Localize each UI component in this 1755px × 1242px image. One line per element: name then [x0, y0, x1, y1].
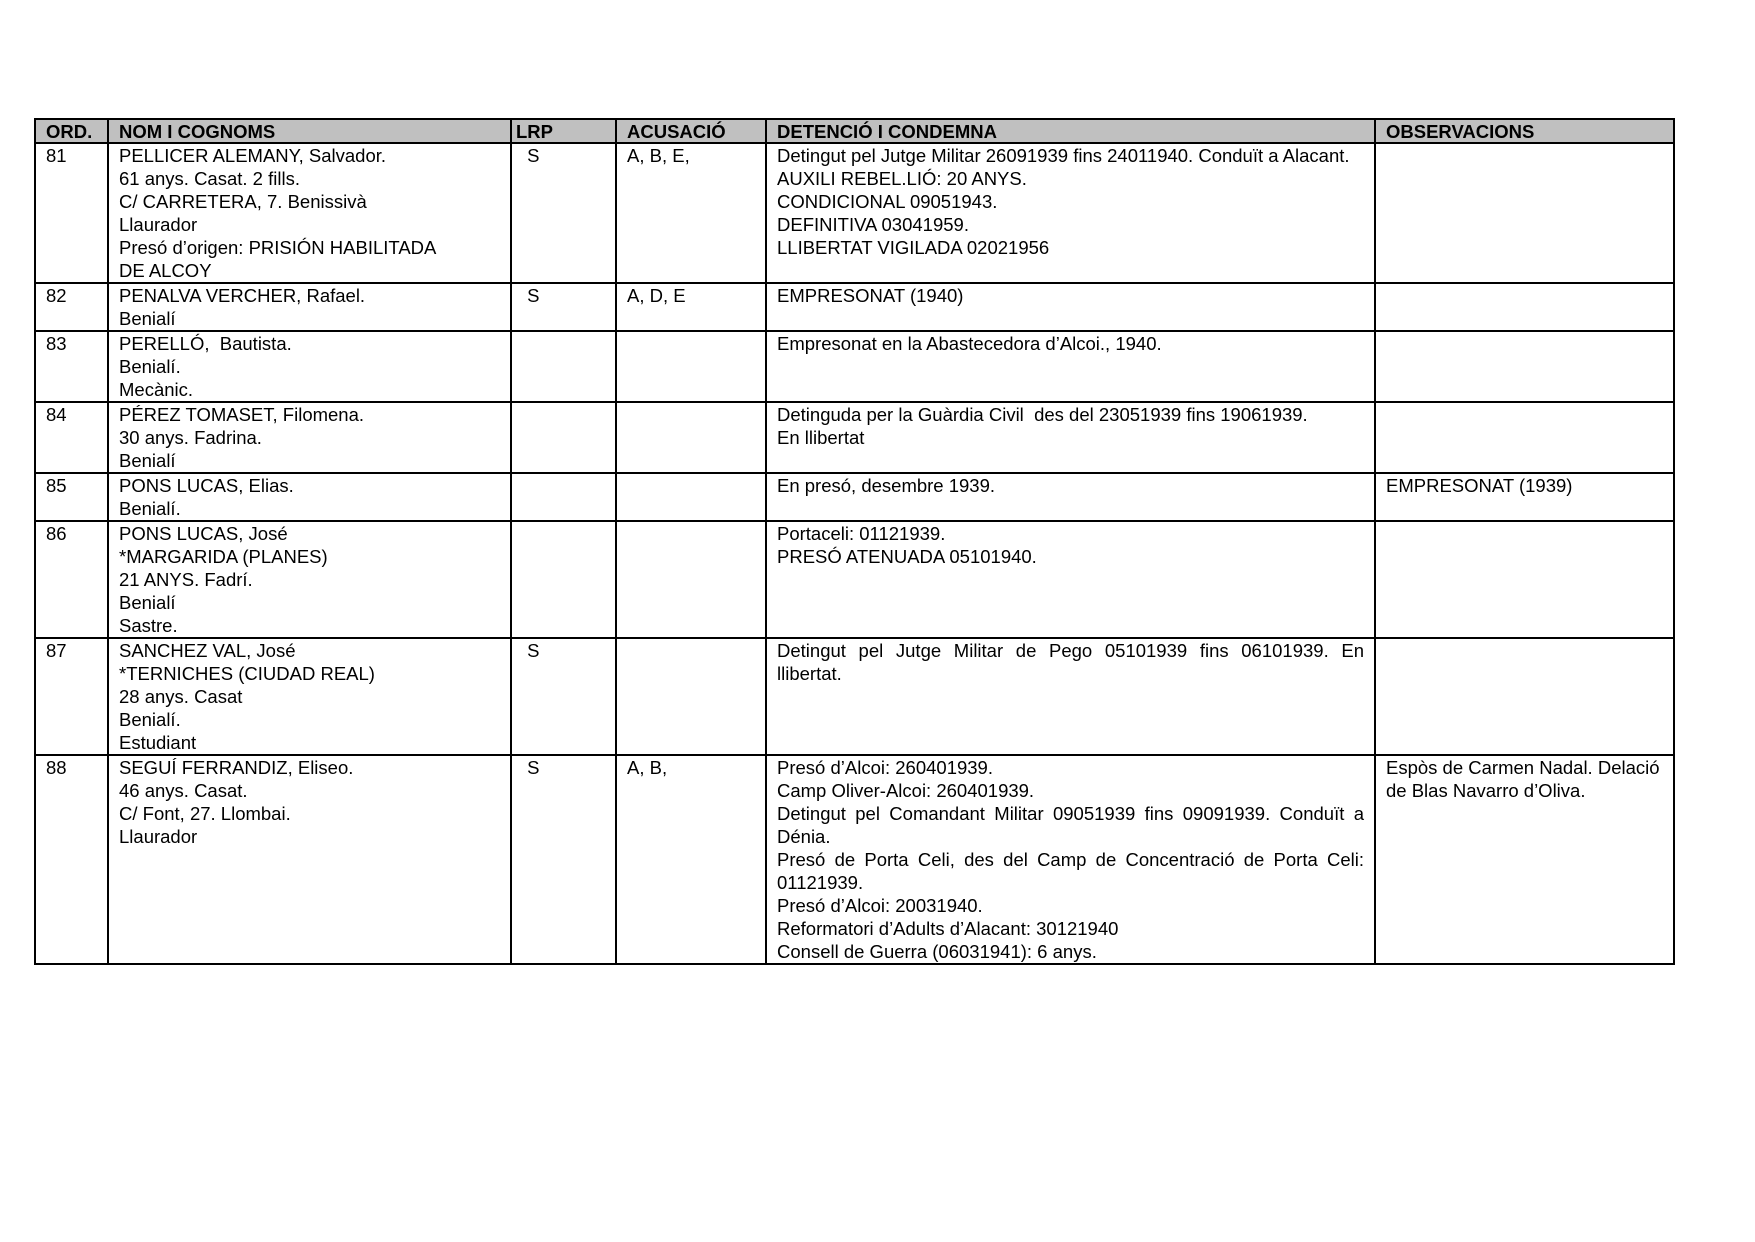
- detencio-line: Detingut pel Jutge Militar 26091939 fins 24011940. Conduït a Alacant.: [777, 145, 1350, 166]
- cell-nom: [108, 755, 511, 964]
- table-row: [35, 638, 1674, 755]
- nom-line: PONS LUCAS, Elias.: [119, 475, 294, 496]
- header-nom: NOM I COGNOMS: [108, 119, 511, 143]
- table-row: [35, 521, 1674, 638]
- header-observacions: OBSERVACIONS: [1375, 119, 1674, 143]
- cell-lrp: [511, 521, 616, 638]
- detencio-line: Detinguda per la Guàrdia Civil des del 23051939 fins 19061939.: [777, 404, 1308, 425]
- cell-detencio: [766, 755, 1375, 964]
- nom-line: Benialí.: [119, 709, 181, 730]
- cell-detencio: [766, 143, 1375, 283]
- detencio-line: En llibertat: [777, 427, 865, 448]
- nom-line: Presó d’origen: PRISIÓN HABILITADA: [119, 237, 437, 258]
- cell-observacions: [1375, 521, 1674, 638]
- cell-observacions: [1375, 402, 1674, 473]
- nom-line: Estudiant: [119, 732, 197, 753]
- nom-line: PÉREZ TOMASET, Filomena.: [119, 404, 365, 425]
- detencio-line: Presó d’Alcoi: 260401939.: [777, 757, 993, 778]
- cell-nom: [108, 473, 511, 521]
- detencio-line: Empresonat en la Abastecedora d’Alcoi., 1940.: [777, 333, 1162, 354]
- cell-observacions: EMPRESONAT (1939): [1375, 473, 1674, 521]
- nom-line: Benialí.: [119, 498, 181, 519]
- table-row: [35, 143, 1674, 283]
- nom-line: Llaurador: [119, 214, 198, 235]
- cell-nom: [108, 638, 511, 755]
- cell-nom: [108, 143, 511, 283]
- detencio-line: Detingut pel Comandant Militar 09051939 fins 09091939. Conduït a Dénia.: [777, 803, 1370, 847]
- nom-line: Benialí.: [119, 356, 181, 377]
- cell-acusacio: A, D, E: [616, 283, 766, 331]
- nom-line: Benialí: [119, 592, 176, 613]
- nom-line: *MARGARIDA (PLANES): [119, 546, 328, 567]
- header-lrp: LRP: [511, 119, 616, 143]
- cell-acusacio: [616, 521, 766, 638]
- nom-line: C/ CARRETERA, 7. Benissivà: [119, 191, 367, 212]
- cell-detencio: [766, 331, 1375, 402]
- header-acusacio: ACUSACIÓ: [616, 119, 766, 143]
- header-ord: ORD.: [35, 119, 108, 143]
- cell-detencio: [766, 473, 1375, 521]
- records-body: [35, 143, 1674, 964]
- nom-line: 21 ANYS. Fadrí.: [119, 569, 253, 590]
- nom-line: PELLICER ALEMANY, Salvador.: [119, 145, 387, 166]
- detencio-line: Portaceli: 01121939.: [777, 523, 946, 544]
- cell-nom: [108, 283, 511, 331]
- cell-ord: 88: [35, 755, 108, 964]
- nom-line: Sastre.: [119, 615, 178, 636]
- detencio-line: PRESÓ ATENUADA 05101940.: [777, 546, 1037, 567]
- detencio-line: Camp Oliver-Alcoi: 260401939.: [777, 780, 1035, 801]
- cell-detencio: [766, 402, 1375, 473]
- detencio-line: Presó d’Alcoi: 20031940.: [777, 895, 983, 916]
- cell-detencio: [766, 521, 1375, 638]
- cell-lrp: S: [511, 143, 616, 283]
- cell-nom: [108, 331, 511, 402]
- records-table: [34, 118, 1675, 965]
- cell-acusacio: A, B, E,: [616, 143, 766, 283]
- table-header-row: [35, 119, 1674, 143]
- cell-observacions: [1375, 331, 1674, 402]
- cell-nom: [108, 521, 511, 638]
- cell-observacions: Espòs de Carmen Nadal. Delació de Blas Navarro d’Oliva.: [1375, 755, 1674, 964]
- cell-ord: 85: [35, 473, 108, 521]
- detencio-line: En presó, desembre 1939.: [777, 475, 996, 496]
- cell-ord: 86: [35, 521, 108, 638]
- cell-acusacio: [616, 331, 766, 402]
- nom-line: SANCHEZ VAL, José: [119, 640, 296, 661]
- cell-lrp: S: [511, 283, 616, 331]
- nom-line: Mecànic.: [119, 379, 194, 400]
- cell-ord: 87: [35, 638, 108, 755]
- detencio-line: EMPRESONAT (1940): [777, 285, 964, 306]
- cell-ord: 84: [35, 402, 108, 473]
- nom-line: *TERNICHES (CIUDAD REAL): [119, 663, 375, 684]
- detencio-line: Consell de Guerra (06031941): 6 anys.: [777, 941, 1097, 962]
- detencio-line: CONDICIONAL 09051943.: [777, 191, 998, 212]
- detencio-line: Detingut pel Jutge Militar de Pego 05101939 fins 06101939. En llibertat.: [777, 640, 1370, 684]
- table-row: [35, 402, 1674, 473]
- cell-acusacio: [616, 638, 766, 755]
- table-row: [35, 473, 1674, 521]
- cell-detencio: [766, 638, 1375, 755]
- detencio-line: DEFINITIVA 03041959.: [777, 214, 969, 235]
- nom-line: Benialí: [119, 308, 176, 329]
- cell-acusacio: A, B,: [616, 755, 766, 964]
- nom-line: PERELLÓ, Bautista.: [119, 333, 292, 354]
- nom-line: 30 anys. Fadrina.: [119, 427, 262, 448]
- cell-observacions: [1375, 143, 1674, 283]
- cell-observacions: [1375, 638, 1674, 755]
- table-row: [35, 283, 1674, 331]
- cell-ord: 81: [35, 143, 108, 283]
- nom-line: 61 anys. Casat. 2 fills.: [119, 168, 300, 189]
- cell-lrp: S: [511, 638, 616, 755]
- table-row: [35, 331, 1674, 402]
- table-row: [35, 755, 1674, 964]
- cell-acusacio: [616, 402, 766, 473]
- cell-lrp: [511, 473, 616, 521]
- cell-acusacio: [616, 473, 766, 521]
- nom-line: 46 anys. Casat.: [119, 780, 248, 801]
- nom-line: Llaurador: [119, 826, 198, 847]
- cell-ord: 82: [35, 283, 108, 331]
- detencio-line: LLIBERTAT VIGILADA 02021956: [777, 237, 1050, 258]
- nom-line: DE ALCOY: [119, 260, 212, 281]
- detencio-line: AUXILI REBEL.LIÓ: 20 ANYS.: [777, 168, 1027, 189]
- nom-line: PENALVA VERCHER, Rafael.: [119, 285, 366, 306]
- cell-detencio: [766, 283, 1375, 331]
- detencio-line: Reformatori d’Adults d’Alacant: 30121940: [777, 918, 1119, 939]
- detencio-line: Presó de Porta Celi, des del Camp de Concentració de Porta Celi: 01121939.: [777, 849, 1370, 893]
- nom-line: Benialí: [119, 450, 176, 471]
- cell-ord: 83: [35, 331, 108, 402]
- header-detencio: DETENCIÓ I CONDEMNA: [766, 119, 1375, 143]
- nom-line: C/ Font, 27. Llombai.: [119, 803, 291, 824]
- cell-lrp: S: [511, 755, 616, 964]
- cell-lrp: [511, 331, 616, 402]
- cell-observacions: [1375, 283, 1674, 331]
- cell-nom: [108, 402, 511, 473]
- nom-line: SEGUÍ FERRANDIZ, Eliseo.: [119, 757, 354, 778]
- nom-line: 28 anys. Casat: [119, 686, 243, 707]
- nom-line: PONS LUCAS, José: [119, 523, 288, 544]
- cell-lrp: [511, 402, 616, 473]
